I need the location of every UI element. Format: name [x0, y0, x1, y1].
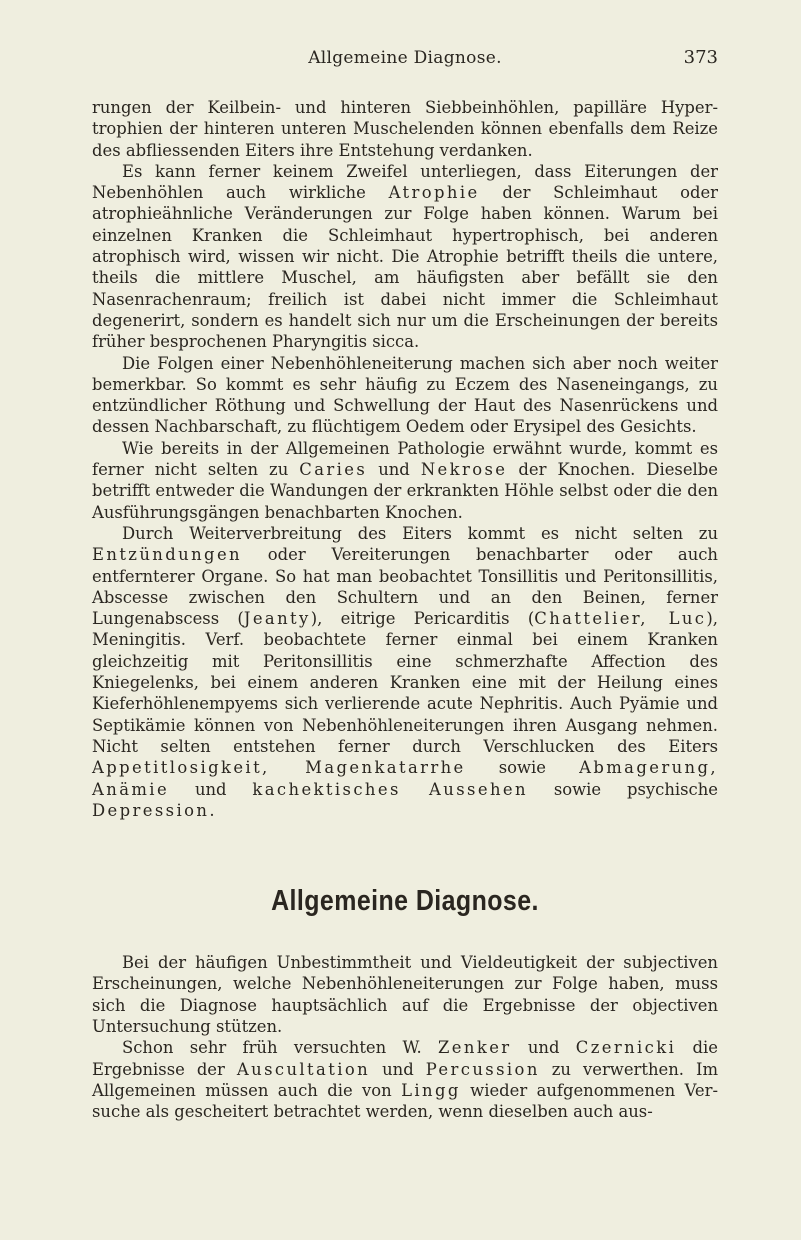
spaced-emphasis: Chattelier, Luc: [534, 609, 707, 629]
text-run: die Ergebnisse der: [92, 1038, 718, 1079]
text-run: sowie psychische: [528, 779, 718, 799]
paragraph: [92, 952, 718, 1037]
text-run: Die Folgen einer Nebenhöhleneiterung machen sich aber noch weiter bemerkbar. So kommt es sehr häufig zu Eczem des Naseneingangs, zu entzündlicher Röthung und Schwellung der Haut des Nasenrückens und dessen Nachbarschaft, zu flüchtigem Oedem oder Erysipel des Gesichts.: [92, 353, 718, 437]
spaced-emphasis: Entzündungen: [92, 545, 243, 565]
section-heading: Allgemeine Diagnose.: [271, 885, 539, 918]
paragraph: [92, 1037, 718, 1122]
text-run: Bei der häufigen Unbestimmtheit und Vieldeutigkeit der subjectiven Erscheinungen, welche Nebenhöhleneiterungen zur Folge haben, muss sich die Diagnose hauptsächlich auf die Ergebnisse der objectiven Untersuchung stützen.: [92, 953, 718, 1036]
running-title: Allgemeine Diagnose.: [308, 48, 502, 68]
text-run: ), Meningitis. Verf. beobachtete ferner einmal bei einem Kranken gleichzeitig mit Peritonsillitis eine schmerzhafte Affection des Kniegelenks, bei einem anderen Kranken eine mit der Heilung eines Kieferhöhlenempyems sich verlierende acute Nephritis. Auch Pyämie und Septikämie können von Nebenhöhleneiterungen ihren Ausgang nehmen. Nicht selten entstehen ferner durch Verschlucken des Eiters: [92, 609, 718, 756]
text-run: Durch Weiterverbreitung des Eiters kommt es nicht selten zu: [122, 523, 718, 543]
spaced-emphasis: Jeanty: [243, 609, 311, 629]
text-run: sowie: [465, 758, 580, 778]
text-run: rungen der Keilbein- und hinteren Siebbeinhöhlen, papilläre Hypertrophien der hinteren unteren Muschelenden können ebenfalls dem Reize des abfliessenden Eiters ihre Entstehung verdanken.: [92, 98, 718, 160]
text-run: und: [367, 460, 421, 480]
body-text: [92, 97, 718, 1122]
spaced-emphasis: Appetitlosigkeit, Magenkatarrhe: [92, 758, 466, 778]
text-run: zu verwerthen. Im Allgemeinen müssen auch die von: [92, 1059, 718, 1100]
spaced-emphasis: Zenker: [438, 1038, 512, 1058]
spaced-emphasis: Percussion: [425, 1059, 540, 1079]
paragraph: [92, 97, 718, 161]
page-number: 373: [683, 47, 718, 68]
text-run: wieder aufgenommenen Versuche als gescheitert betrachtet werden, wenn dieselben auch aus-: [92, 1080, 718, 1122]
spaced-emphasis: Abmagerung, Anämie: [92, 758, 718, 799]
spaced-emphasis: Atrophie: [388, 183, 480, 203]
spaced-emphasis: Auscultation: [236, 1059, 371, 1079]
spaced-emphasis: Caries: [299, 460, 368, 480]
paragraph: [92, 161, 718, 353]
paragraph: [92, 523, 718, 821]
text-run: Schon sehr früh versuchten W.: [122, 1038, 439, 1058]
spaced-emphasis: Czernicki: [575, 1038, 677, 1058]
text-run: Wie bereits in der Allgemeinen Pathologie erwähnt wurde, kommt es ferner nicht selten zu: [92, 438, 718, 480]
text-run: .: [209, 800, 215, 820]
paragraph-group: [92, 97, 718, 821]
text-run: der Knochen. Dieselbe betrifft entweder die Wandungen der erkrankten Höhle selbst oder die den Ausführungsgängen benachbarten Knochen.: [92, 460, 718, 522]
spaced-emphasis: Nekrose: [420, 460, 508, 480]
paragraph: [92, 438, 718, 523]
spaced-emphasis: Depression: [92, 800, 210, 820]
running-head: [92, 48, 718, 74]
text-run: und: [169, 779, 253, 799]
text-run: Es kann ferner keinem Zweifel unterliegen, dass Eiterungen der Nebenhöhlen auch wirkliche: [92, 161, 718, 203]
text-run: oder Vereiterungen benachbarter oder auch entfernterer Organe. So hat man beobachtet Tonsillitis und Peritonsillitis, Abscesse zwischen den Schultern und an den Beinen, ferner Lungenabscess (: [92, 545, 718, 629]
section-paragraph-group: [92, 952, 718, 1122]
spaced-emphasis: Lingg: [401, 1080, 461, 1100]
text-run: ), eitrige Pericarditis (: [310, 609, 535, 629]
text-run: und: [370, 1059, 426, 1079]
spaced-emphasis: kachektisches Aussehen: [252, 779, 528, 799]
paragraph: [92, 353, 718, 438]
text-run: und: [511, 1038, 576, 1058]
text-run: der Schleimhaut oder atrophieähnliche Veränderungen zur Folge haben können. Warum bei einzelnen Kranken die Schleimhaut hypertrophisch, bei anderen atrophisch wird, wissen wir nicht. Die Atrophie betrifft theils die untere, theils die mittlere Muschel, am häufigsten aber befällt sie den Nasenrachenraum; freilich ist dabei nicht immer die Schleimhaut degenerirt, sondern es handelt sich nur um die Erscheinungen der bereits früher besprochenen Pharyngitis sicca.: [92, 183, 718, 352]
